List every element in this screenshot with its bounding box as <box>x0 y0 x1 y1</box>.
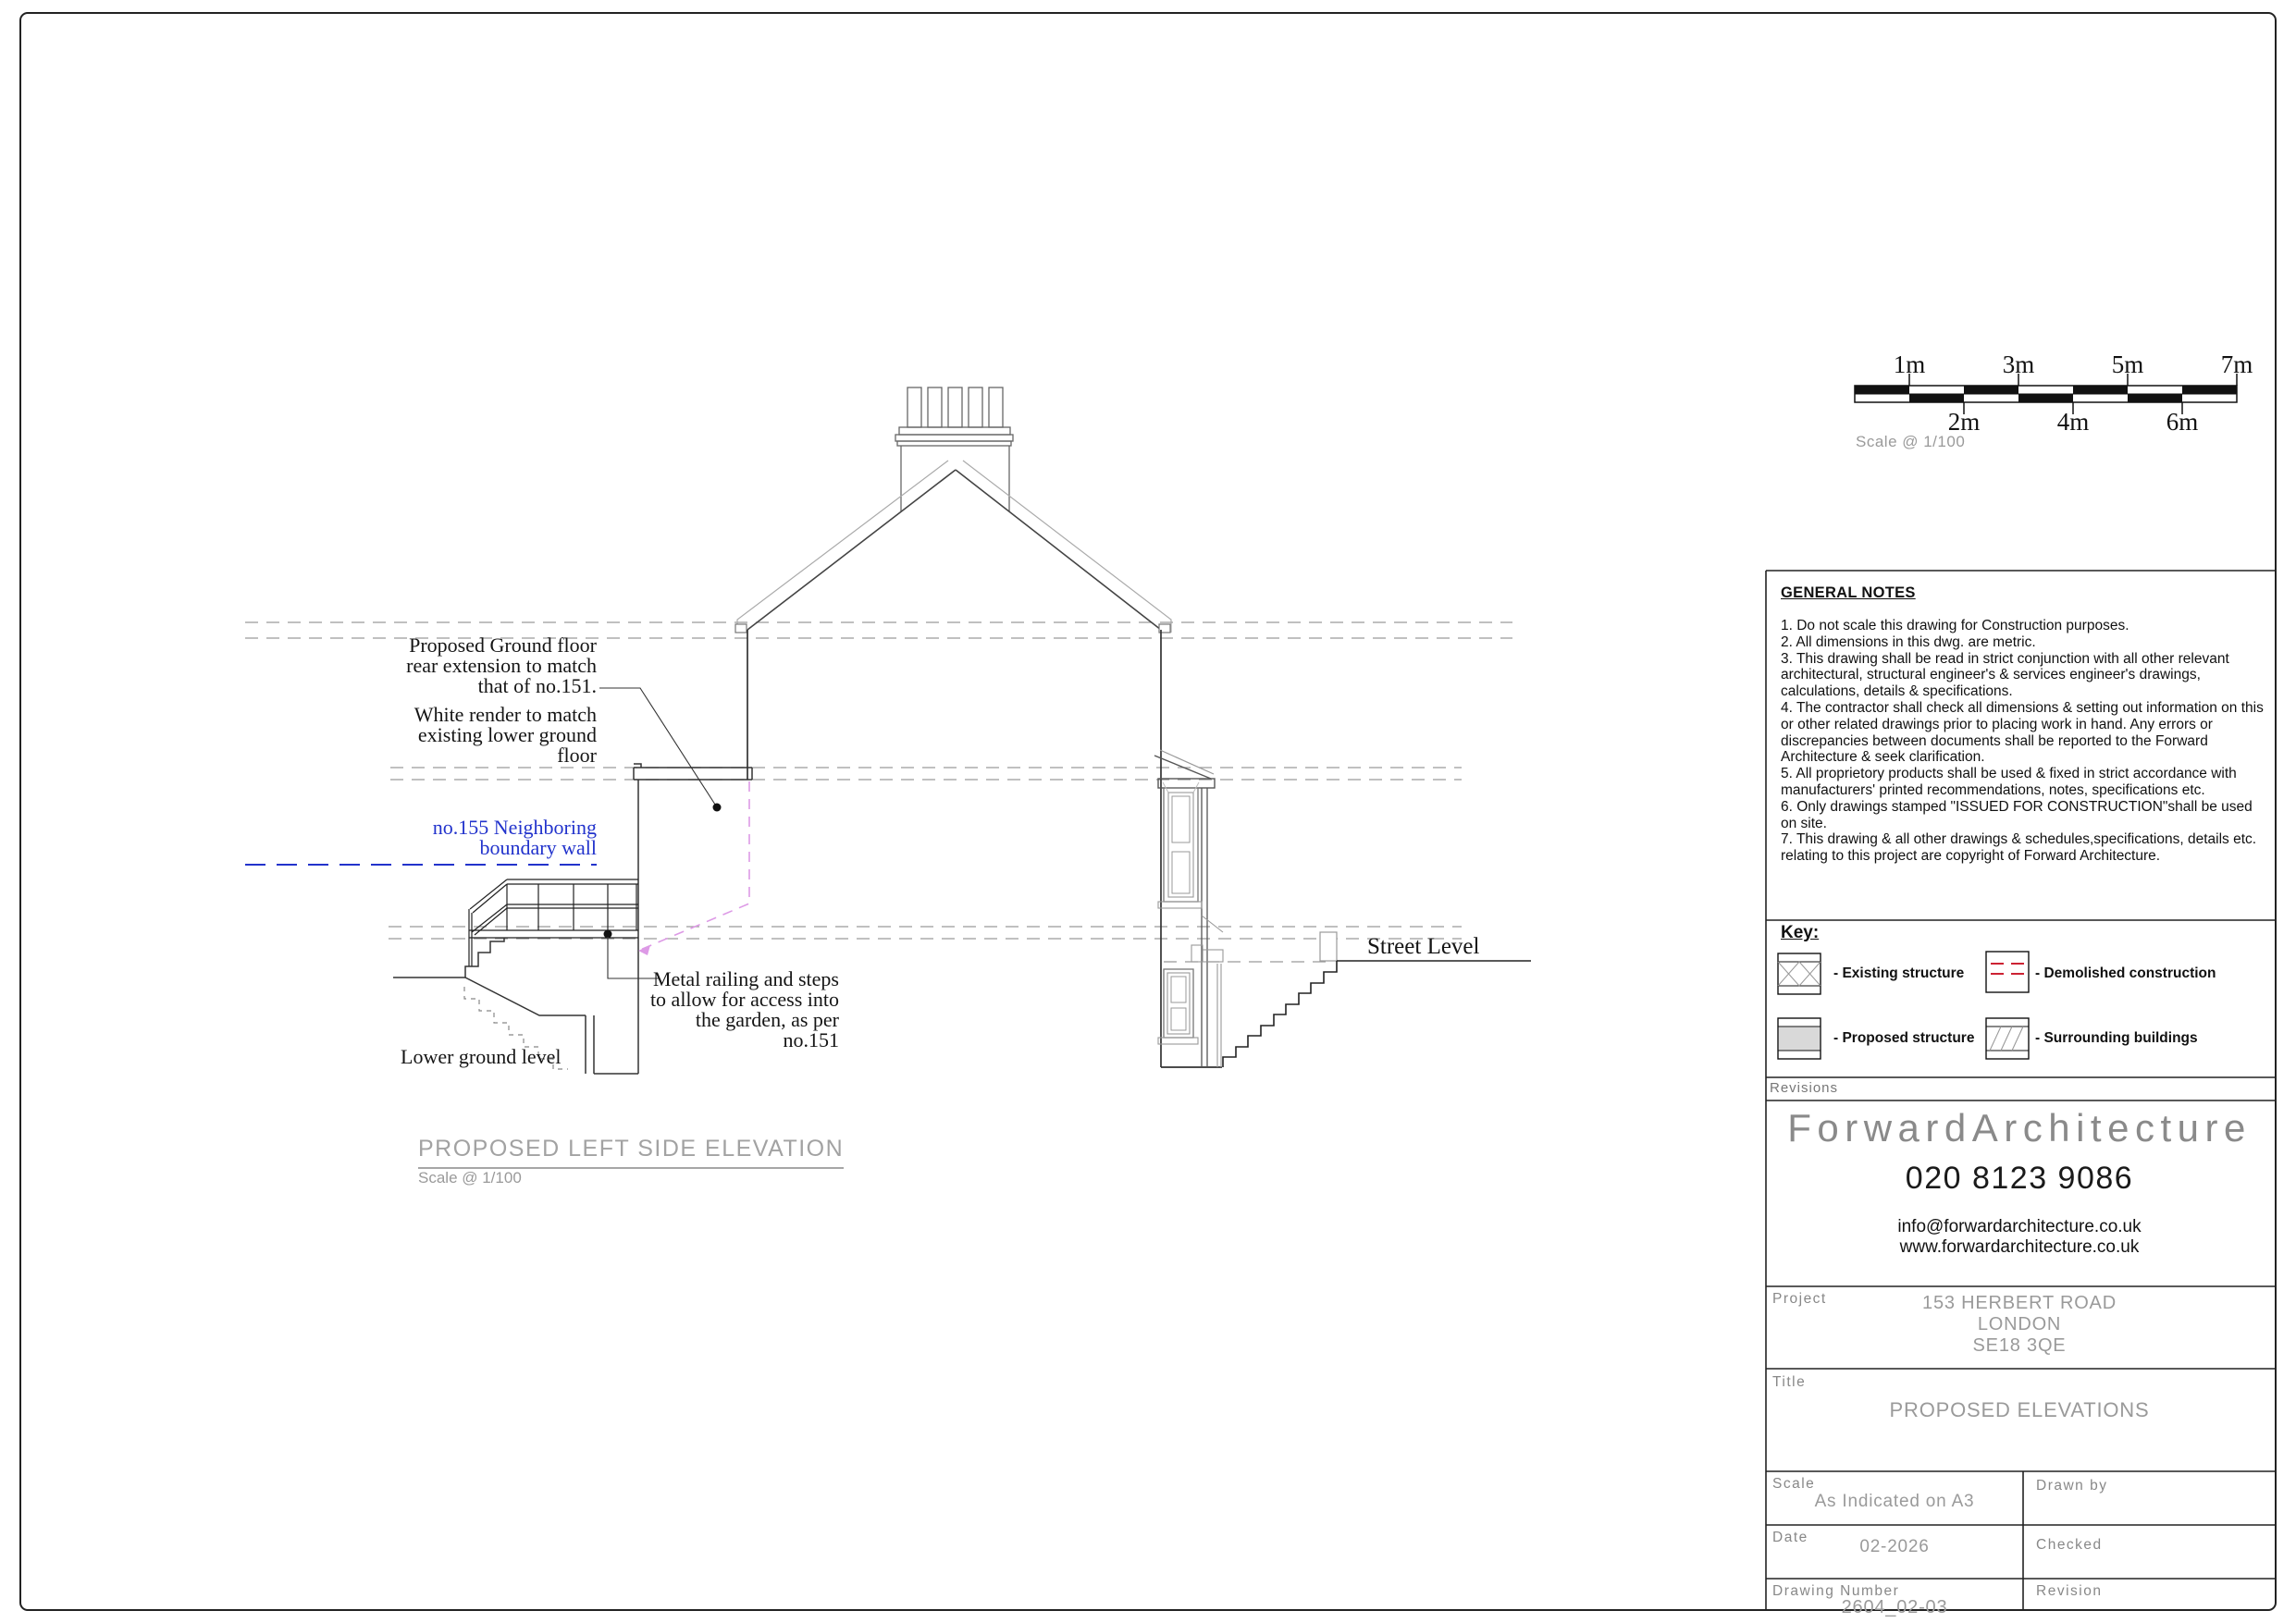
drawing-number-label: Drawing Number <box>1772 1583 1900 1599</box>
scalebar-label-6m: 6m <box>2166 408 2199 436</box>
title-label: Title <box>1772 1374 1807 1390</box>
scalebar-label-3m: 3m <box>2002 350 2035 378</box>
project-address: 153 HERBERT ROAD LONDON SE18 3QE <box>1922 1293 2117 1356</box>
annotation-render: White render to match existing lower ground floor <box>414 703 597 767</box>
scale-label: Scale <box>1772 1476 1816 1492</box>
drawn-by-label: Drawn by <box>2036 1478 2108 1494</box>
drawing-title: PROPOSED LEFT SIDE ELEVATION <box>418 1136 844 1169</box>
scale-value: As Indicated on A3 <box>1814 1492 1975 1511</box>
key-label-surrounding: - Surrounding buildings <box>2035 1030 2198 1046</box>
scalebar-caption: Scale @ 1/100 <box>1856 433 1966 450</box>
scalebar-label-5m: 5m <box>2111 350 2144 378</box>
annotation-boundary: no.155 Neighboring boundary wall <box>432 816 597 859</box>
drawing-number-value: 2604_02-03 <box>1841 1597 1948 1617</box>
scalebar-label-1m: 1m <box>1893 350 1926 378</box>
key-label-existing: - Existing structure <box>1833 965 1965 981</box>
firm-email: info@forwardarchitecture.co.uk <box>1897 1217 2142 1236</box>
chimney <box>895 387 1013 511</box>
annotation-railing: Metal railing and steps to allow for access into the garden, as per no.151 <box>649 967 839 1051</box>
firm-phone: 020 8123 9086 <box>1905 1161 2134 1196</box>
scalebar-label-7m: 7m <box>2220 350 2253 378</box>
project-label: Project <box>1772 1291 1827 1307</box>
note-item: 1. Do not scale this drawing for Construction purposes. <box>1781 618 2129 633</box>
demolished-outline <box>638 781 749 955</box>
metal-railing <box>469 879 638 966</box>
key-label-proposed: - Proposed structure <box>1833 1030 1975 1046</box>
note-item: 5. All proprietory products shall be used & fixed in strict accordance with manufacturers' printed recommendations, notes, specifications etc. <box>1781 766 2237 798</box>
bay-window <box>1154 750 1223 1067</box>
note-item: 7. This drawing & all other drawings & schedules,specifications, details etc. relating to this project are copyright of Forward Architecture. <box>1781 831 2257 865</box>
revisions-label: Revisions <box>1770 1080 1839 1096</box>
roof <box>735 461 1171 633</box>
scalebar-label-4m: 4m <box>2056 408 2090 436</box>
revision-label: Revision <box>2036 1583 2103 1599</box>
sheet-title: PROPOSED ELEVATIONS <box>1889 1398 2150 1421</box>
checked-label: Checked <box>2036 1537 2103 1553</box>
date-label: Date <box>1772 1530 1808 1545</box>
note-item: 3. This drawing shall be read in strict conjunction with all other relevant architectural, structural engineer's & services engineer's drawings, calculations, details & specifications. <box>1781 650 2229 700</box>
note-item: 4. The contractor shall check all dimensions & setting out information on this or other related drawings prior to placing work in hand. Any errors or discrepancies between documents shall be reported to the Forward Architecture & seek clarification. <box>1781 699 2264 766</box>
drawing-title-scale: Scale @ 1/100 <box>418 1169 522 1187</box>
firm-logo: ForwardArchitecture <box>1787 1106 2252 1150</box>
key-heading: Key: <box>1781 923 1820 942</box>
scalebar-label-2m: 2m <box>1947 408 1981 436</box>
label-lower-ground: Lower ground level <box>401 1045 562 1068</box>
leader-lines <box>599 688 722 978</box>
note-item: 2. All dimensions in this dwg. are metric. <box>1781 633 2036 650</box>
date-value: 02-2026 <box>1859 1537 1930 1556</box>
general-notes-heading: GENERAL NOTES <box>1781 584 1916 601</box>
label-street-level: Street Level <box>1367 934 1480 959</box>
firm-website: www.forwardarchitecture.co.uk <box>1899 1237 2140 1257</box>
note-item: 6. Only drawings stamped "ISSUED FOR CONSTRUCTION"shall be used on site. <box>1781 798 2253 831</box>
general-notes <box>1781 618 2264 865</box>
annotation-extension: Proposed Ground floor rear extension to match that of no.151. <box>406 633 597 697</box>
key-label-demolished: - Demolished construction <box>2035 965 2216 981</box>
